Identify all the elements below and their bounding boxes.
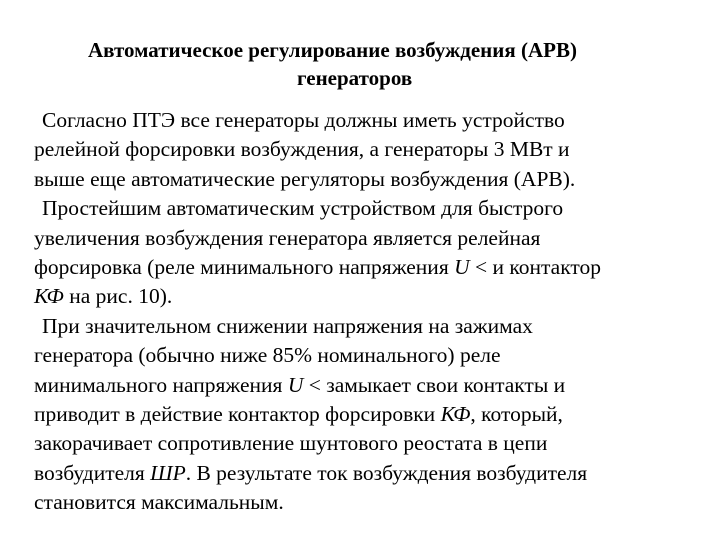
text-run: форсировка (реле минимального напряжения: [34, 255, 455, 280]
text-line: [34, 253, 714, 282]
text-run: релейной форсировки возбуждения, а генераторы 3 МВт и: [34, 137, 570, 162]
text-run: возбудителя: [34, 460, 151, 485]
text-run: генератора (обычно ниже 85% номинального) реле: [34, 343, 501, 368]
text-run: При значительном снижении напряжения на зажимах: [42, 313, 533, 338]
text-line: [34, 312, 714, 341]
italic-term: КФ: [34, 284, 64, 309]
text-run: < и контактор: [469, 255, 601, 280]
italic-term: U: [287, 372, 304, 397]
italic-term: КФ: [440, 402, 471, 427]
text-run: Простейшим автоматическим устройством для быстрого: [42, 196, 564, 221]
text-line: [34, 135, 714, 164]
text-line: [34, 429, 714, 458]
text-run: становится максимальным.: [34, 490, 284, 515]
text-line: [34, 488, 714, 517]
paragraph: [34, 106, 714, 194]
text-line: [34, 341, 714, 370]
text-line: [34, 371, 714, 400]
text-run: приводит в действие контактор форсировки: [34, 402, 441, 427]
text-run: , который,: [470, 402, 563, 427]
text-line: [34, 282, 714, 311]
slide-title: [40, 36, 720, 92]
italic-term: U: [454, 255, 470, 280]
text-line: [34, 106, 714, 135]
italic-term: ШР: [150, 460, 186, 485]
body-text: [34, 106, 714, 518]
text-line: [34, 194, 714, 223]
text-line: [34, 165, 714, 194]
text-run: на рис. 10).: [63, 284, 173, 309]
text-run: закорачивает сопротивление шунтового реостата в цепи: [34, 431, 548, 456]
text-run: увеличения возбуждения генератора является релейная: [34, 225, 541, 250]
title-line-2: генераторов: [297, 66, 413, 90]
text-run: выше еще автоматические регуляторы возбуждения (АРВ).: [34, 166, 576, 191]
text-run: < замыкает свои контакты и: [303, 372, 566, 397]
text-line: [34, 459, 714, 488]
text-line: [34, 400, 714, 429]
text-line: [34, 224, 714, 253]
text-run: Согласно ПТЭ все генераторы должны иметь устройство: [42, 108, 565, 132]
text-run: минимального напряжения: [34, 372, 288, 397]
text-run: . В результате ток возбуждения возбудителя: [185, 460, 588, 485]
paragraph: [34, 312, 714, 518]
title-line-1: Автоматическое регулирование возбуждения (АРВ): [88, 38, 577, 62]
paragraph: [34, 194, 714, 312]
